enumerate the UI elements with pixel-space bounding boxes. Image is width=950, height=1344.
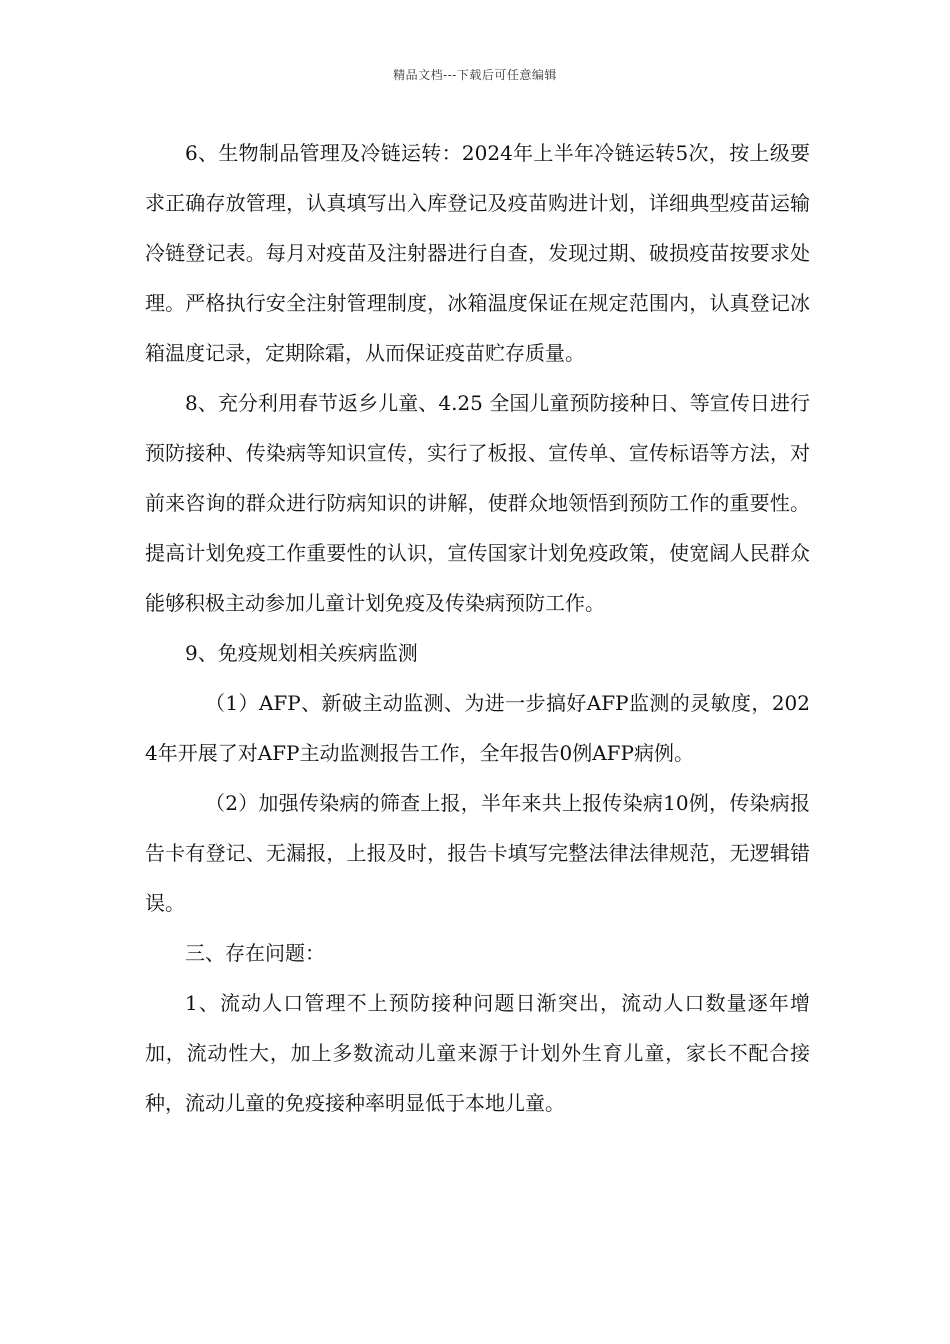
paragraph-floating-population: 1、流动人口管理不上预防接种问题日渐突出，流动人口数量逐年增加，流动性大，加上多数流动儿童来源于计划外生育儿童，家长不配合接种，流动儿童的免疫接种率明显低于本地儿童。: [145, 991, 810, 1115]
paragraph-infectious-disease-reporting: （2）加强传染病的筛查上报，半年来共上报传染病10例，传染病报告卡有登记、无漏报，上报及时，报告卡填写完整法律法律规范，无逻辑错误。: [145, 791, 810, 915]
section-heading-problems: 三、存在问题：: [185, 941, 325, 965]
page-header: 精品文档---下载后可任意编辑: [393, 68, 557, 82]
paragraph-afp-monitoring: （1）AFP、新破主动监测、为进一步搞好AFP监测的灵敏度，2024年开展了对AFP主动监测报告工作，全年报告0例AFP病例。: [145, 691, 810, 765]
paragraph-publicity: 8、充分利用春节返乡儿童、4.25 全国儿童预防接种日、等宣传日进行预防接种、传染病等知识宣传，实行了板报、宣传单、宣传标语等方法，对前来咨询的群众进行防病知识的讲解，使群众地领悟到预防工作的重要性。提高计划免疫工作重要性的认识，宣传国家计划免疫政策，使宽阔人民群众能够积极主动参加儿童计划免疫及传染病预防工作。: [145, 391, 810, 615]
document-body: [145, 128, 810, 1128]
paragraph-cold-chain: 6、生物制品管理及冷链运转：2024年上半年冷链运转5次，按上级要求正确存放管理，认真填写出入库登记及疫苗购进计划，详细典型疫苗运输冷链登记表。每月对疫苗及注射器进行自查，发现过期、破损疫苗按要求处理。严格执行安全注射管理制度，冰箱温度保证在规定范围内，认真登记冰箱温度记录，定期除霜，从而保证疫苗贮存质量。: [145, 141, 810, 365]
paragraph-disease-monitoring-heading: 9、免疫规划相关疾病监测: [185, 641, 418, 665]
